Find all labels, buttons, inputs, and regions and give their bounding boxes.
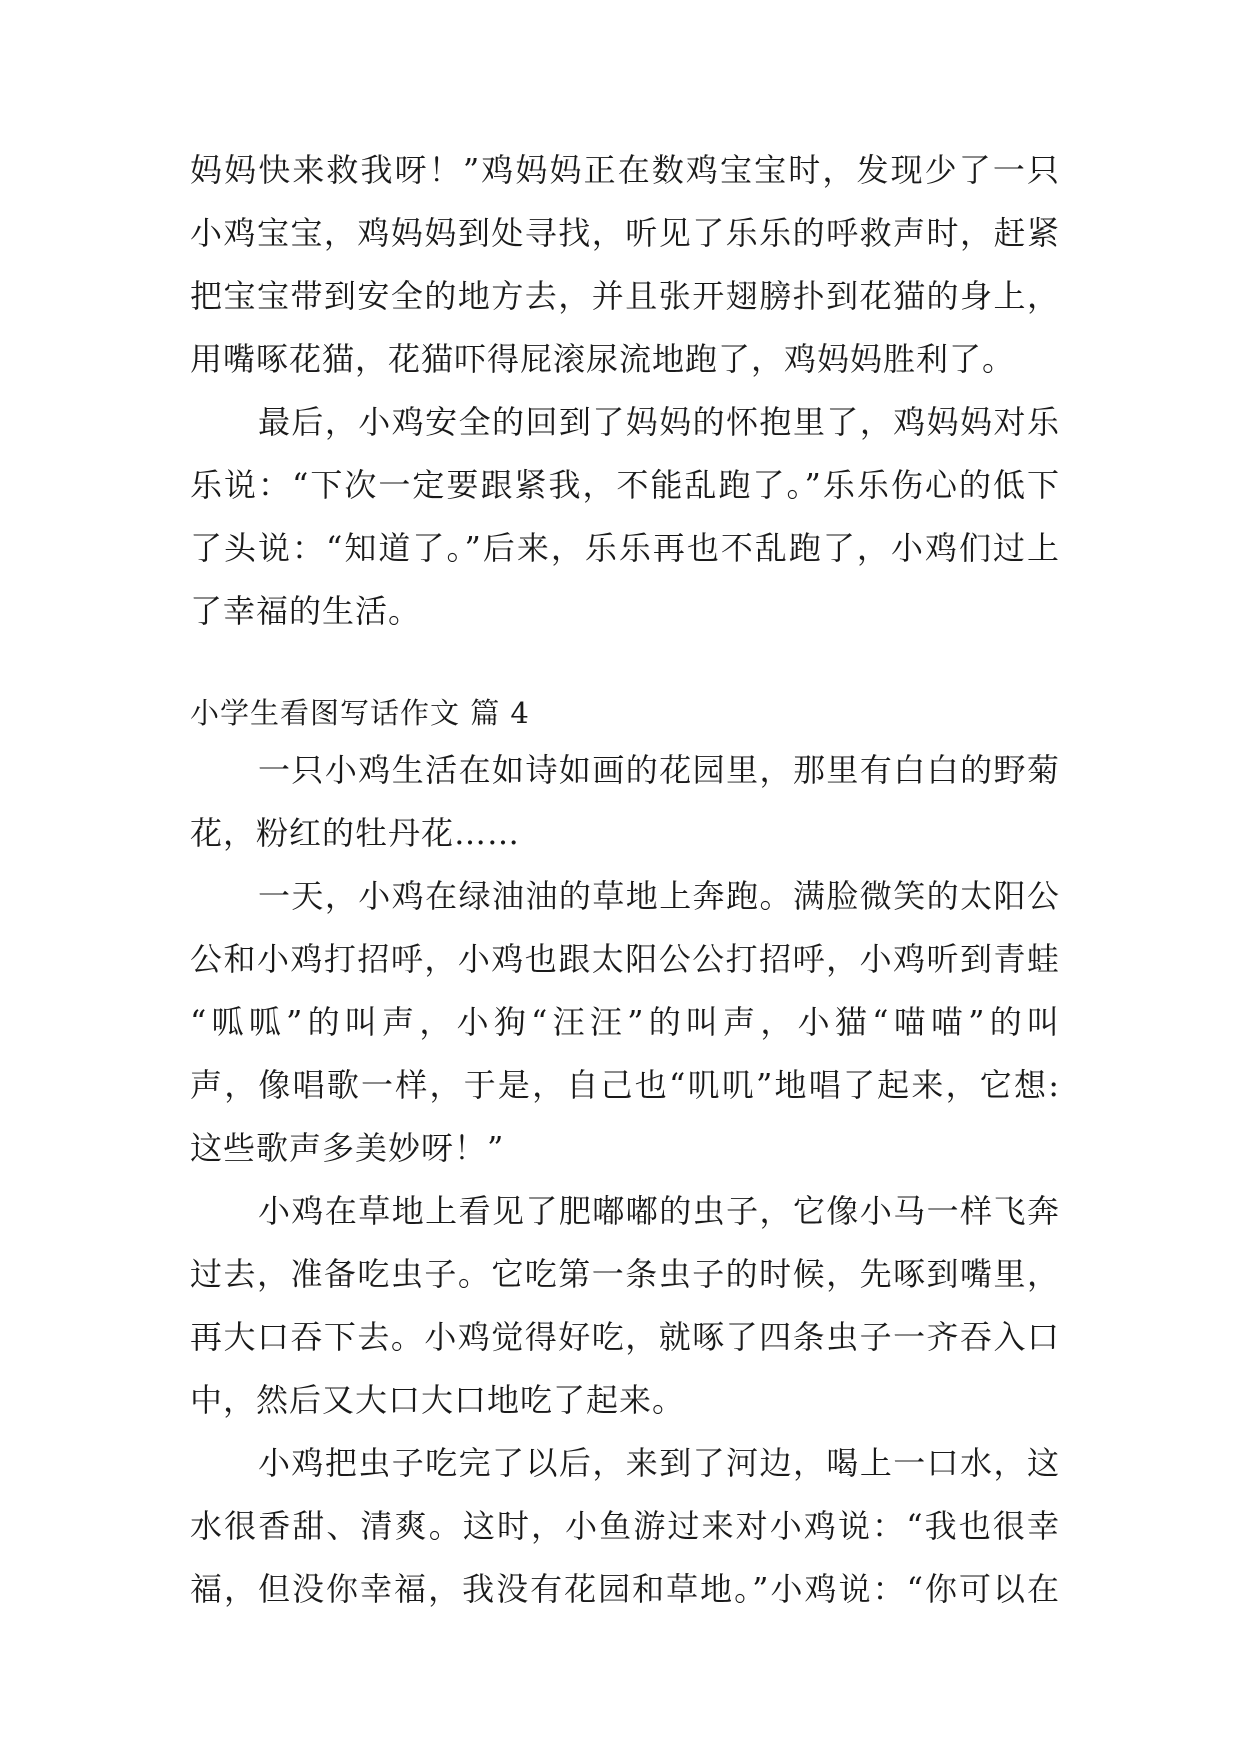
- text-line: 妈妈快来救我呀！”鸡妈妈正在数鸡宝宝时，发现少了一只: [190, 151, 1060, 189]
- text-line: 福，但没你幸福，我没有花园和草地。”小鸡说：“你可以在: [190, 1570, 1060, 1608]
- text-line: “呱呱”的叫声，小狗“汪汪”的叫声，小猫“喵喵”的叫: [190, 1003, 1060, 1041]
- text-line: 中，然后又大口大口地吃了起来。: [190, 1381, 686, 1419]
- text-line: 了头说：“知道了。”后来，乐乐再也不乱跑了，小鸡们过上: [190, 529, 1060, 567]
- text-line: 公和小鸡打招呼，小鸡也跟太阳公公打招呼，小鸡听到青蛙: [190, 940, 1060, 978]
- text-line: 声，像唱歌一样，于是，自己也“叽叽”地唱了起来，它想:: [190, 1066, 1060, 1104]
- text-line: 再大口吞下去。小鸡觉得好吃，就啄了四条虫子一齐吞入口: [190, 1318, 1060, 1356]
- text-line: 花，粉红的牡丹花……: [190, 814, 521, 852]
- text-line: 小鸡宝宝，鸡妈妈到处寻找，听见了乐乐的呼救声时，赶紧: [190, 214, 1060, 252]
- text-line: 了幸福的生活。: [190, 592, 422, 630]
- text-line: 乐说：“下次一定要跟紧我，不能乱跑了。”乐乐伤心的低下: [190, 466, 1060, 504]
- text-line: 用嘴啄花猫，花猫吓得屁滚尿流地跑了，鸡妈妈胜利了。: [190, 340, 1016, 378]
- section-heading: 小学生看图写话作文 篇 4: [190, 696, 530, 730]
- paragraph-first-line: 一只小鸡生活在如诗如画的花园里，那里有白白的野菊: [258, 751, 1060, 789]
- text-line: 水很香甜、清爽。这时，小鱼游过来对小鸡说：“我也很幸: [190, 1507, 1060, 1545]
- paragraph-first-line: 小鸡把虫子吃完了以后，来到了河边，喝上一口水，这: [258, 1444, 1060, 1482]
- text-line: 把宝宝带到安全的地方去，并且张开翅膀扑到花猫的身上，: [190, 277, 1060, 315]
- paragraph-first-line: 小鸡在草地上看见了肥嘟嘟的虫子，它像小马一样飞奔: [258, 1192, 1060, 1230]
- text-line: 这些歌声多美妙呀！”: [190, 1129, 505, 1167]
- text-line: 过去，准备吃虫子。它吃第一条虫子的时候，先啄到嘴里，: [190, 1255, 1060, 1293]
- paragraph-first-line: 一天，小鸡在绿油油的草地上奔跑。满脸微笑的太阳公: [258, 877, 1060, 915]
- paragraph-first-line: 最后，小鸡安全的回到了妈妈的怀抱里了，鸡妈妈对乐: [258, 403, 1060, 441]
